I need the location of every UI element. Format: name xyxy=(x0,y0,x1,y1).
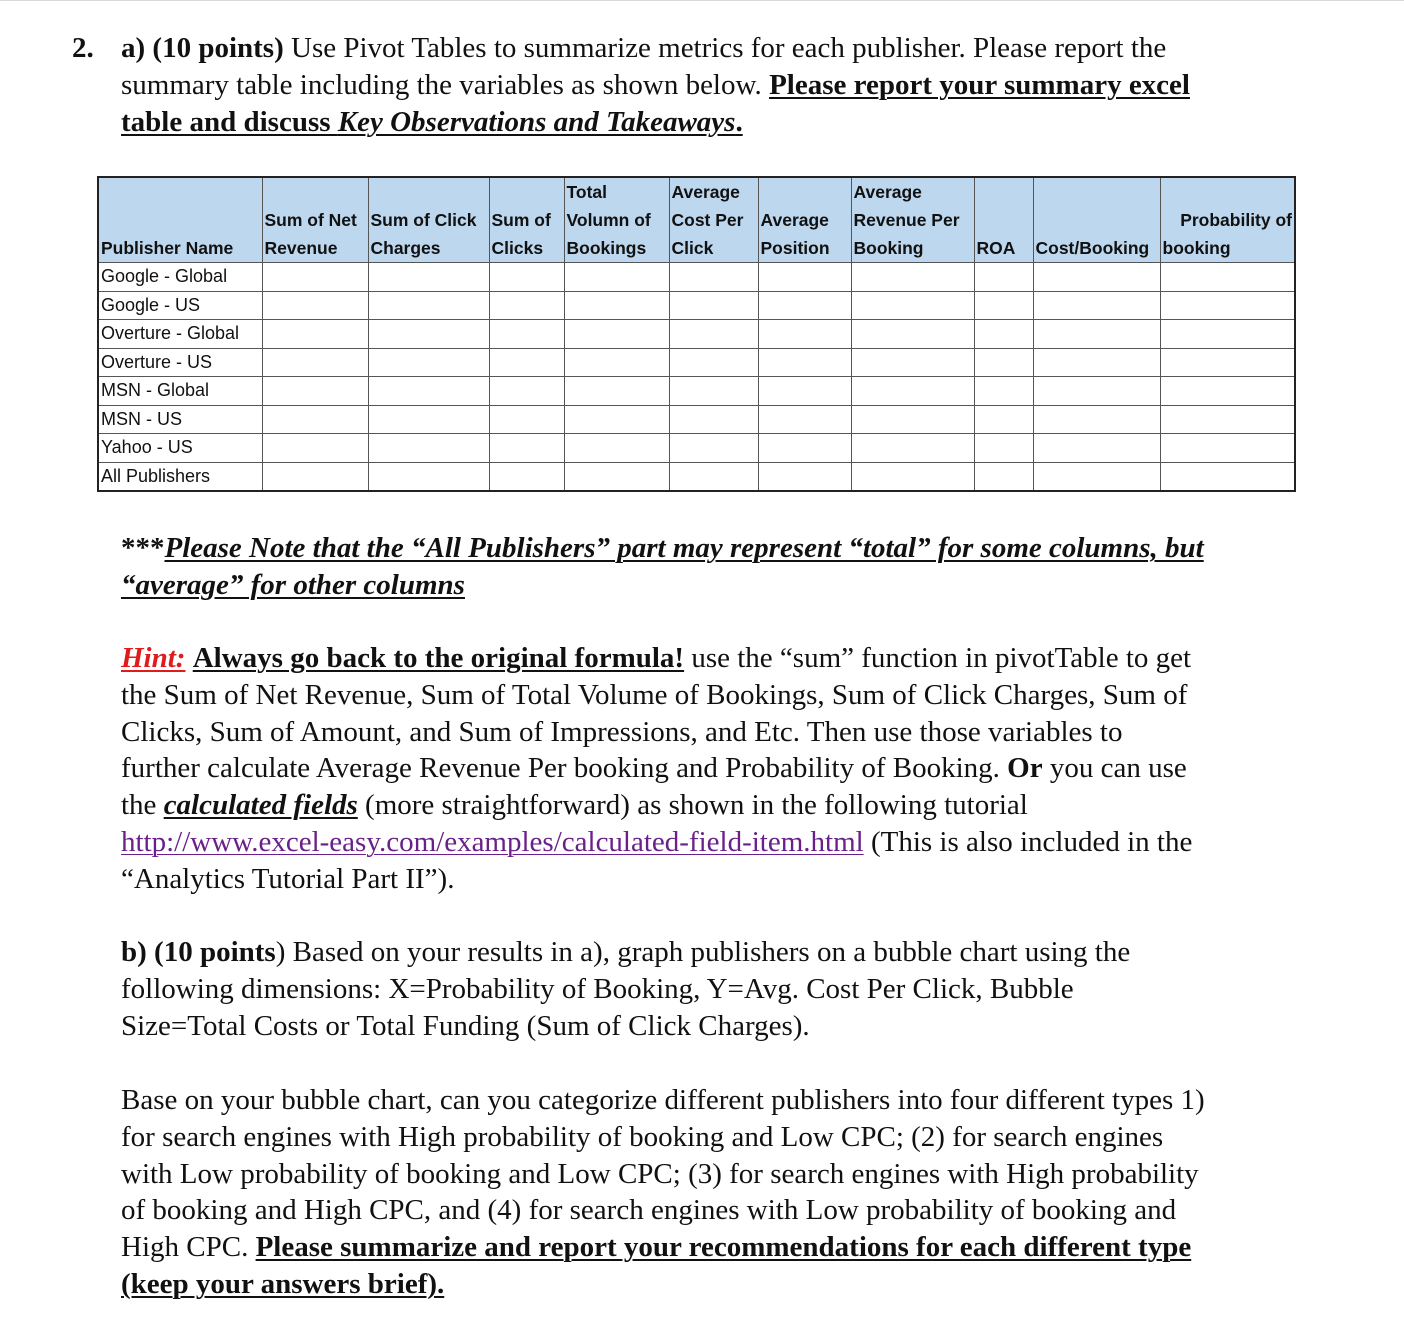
part-b-text xyxy=(121,934,1321,1044)
part-a-instruction-1: Please report your summary excel xyxy=(769,68,1190,101)
publisher-cell: Google - US xyxy=(98,291,262,320)
header-sum-click-charges: Sum of Click Charges xyxy=(368,177,489,263)
recommendation-text xyxy=(121,1082,1321,1303)
part-a-text xyxy=(121,30,1321,140)
publisher-cell: Overture - US xyxy=(98,348,262,377)
part-b-line2: following dimensions: X=Probability of Booking, Y=Avg. Cost Per Click, Bubble xyxy=(121,972,1074,1005)
hint-line5-end: (more straightforward) as shown in the following tutorial xyxy=(357,789,1028,822)
base-line4: of booking and High CPC, and (4) for search engines with Low probability of booking and xyxy=(121,1194,1177,1227)
header-avg-revenue-per-booking: Average Revenue Per Booking xyxy=(851,177,974,263)
part-a-line1: Use Pivot Tables to summarize metrics for each publisher. Please report the xyxy=(283,32,1167,64)
part-a-line2: summary table including the variables as shown below. xyxy=(121,68,770,101)
base-line2: for search engines with High probability of booking and Low CPC; (2) for search engines xyxy=(121,1120,1164,1153)
header-sum-clicks: Sum of Clicks xyxy=(489,177,564,263)
table-row xyxy=(98,377,1295,406)
table-row xyxy=(98,348,1295,377)
calculated-fields-phrase: calculated fields xyxy=(163,789,358,822)
hint-line1: use the “sum” function in pivotTable to get xyxy=(684,642,1192,674)
key-observations-phrase: Key Observations and Takeaways xyxy=(337,105,736,138)
table-row xyxy=(98,434,1295,463)
part-b-label: b) xyxy=(121,936,147,968)
hint-line6-end: (This is also included in the xyxy=(863,825,1193,858)
hint-line5: the xyxy=(121,789,164,822)
hint-label: Hint: xyxy=(121,642,186,674)
part-a-period: . xyxy=(735,105,743,138)
tutorial-link[interactable]: http://www.excel-easy.com/examples/calculated-field-item.html xyxy=(121,825,864,858)
part-a-points: (10 points) xyxy=(152,32,284,64)
hint-line4-end: you can use xyxy=(1042,752,1187,785)
note-line1: Please Note that the “All Publishers” part may represent “total” for some columns, but xyxy=(164,532,1204,564)
hint-line3: Clicks, Sum of Amount, and Sum of Impressions, and Etc. Then use those variables to xyxy=(121,715,1123,748)
header-cost-per-booking: Cost/Booking xyxy=(1033,177,1160,263)
part-a-label: a) xyxy=(121,32,146,64)
note-text xyxy=(121,530,1321,604)
base-line1: Base on your bubble chart, can you categorize different publishers into four different types 1) xyxy=(121,1084,1205,1116)
header-sum-net-revenue: Sum of Net Revenue xyxy=(262,177,368,263)
table-row xyxy=(98,291,1295,320)
hint-emphasis: Always go back to the original formula! xyxy=(192,642,685,674)
header-avg-cpc: Average Cost Per Click xyxy=(669,177,758,263)
publisher-cell: Overture - Global xyxy=(98,320,262,349)
publisher-cell: All Publishers xyxy=(98,462,262,491)
part-a-instruction-2: table and discuss xyxy=(121,105,338,138)
publisher-summary-table xyxy=(97,176,1296,492)
hint-text xyxy=(121,640,1321,898)
publisher-cell: MSN - Global xyxy=(98,377,262,406)
header-roa: ROA xyxy=(974,177,1033,263)
note-line2: “average” for other columns xyxy=(121,568,465,601)
base-line5: High CPC. xyxy=(121,1231,256,1264)
hint-or: Or xyxy=(1007,752,1043,785)
recommendation-instruction: Please summarize and report your recommendations for each different type xyxy=(255,1231,1192,1264)
base-line3: with Low probability of booking and Low CPC; (3) for search engines with High probability xyxy=(121,1157,1199,1190)
table-row xyxy=(98,263,1295,292)
question-number: 2. xyxy=(72,32,94,64)
part-b-line1: ) Based on your results in a), graph publishers on a bubble chart using the xyxy=(275,936,1131,968)
header-avg-position: Average Position xyxy=(758,177,851,263)
publisher-cell: Yahoo - US xyxy=(98,434,262,463)
hint-line7: “Analytics Tutorial Part II”). xyxy=(121,862,455,895)
publisher-cell: Google - Global xyxy=(98,263,262,292)
table-row xyxy=(98,405,1295,434)
hint-line2: the Sum of Net Revenue, Sum of Total Volume of Bookings, Sum of Click Charges, Sum of xyxy=(121,678,1188,711)
publisher-cell: MSN - US xyxy=(98,405,262,434)
header-publisher-name: Publisher Name xyxy=(98,177,262,263)
keep-brief-instruction: (keep your answers brief). xyxy=(121,1267,445,1300)
table-row xyxy=(98,320,1295,349)
table-row xyxy=(98,462,1295,491)
header-total-bookings: Total Volumn of Bookings xyxy=(564,177,669,263)
hint-line4: further calculate Average Revenue Per booking and Probability of Booking. xyxy=(121,752,1008,785)
note-stars: *** xyxy=(121,532,165,564)
part-b-line3: Size=Total Costs or Total Funding (Sum of Click Charges). xyxy=(121,1009,810,1042)
header-probability-booking: Probability of booking xyxy=(1160,177,1295,263)
part-b-points: (10 points xyxy=(154,936,276,968)
table-header-row xyxy=(98,177,1295,263)
